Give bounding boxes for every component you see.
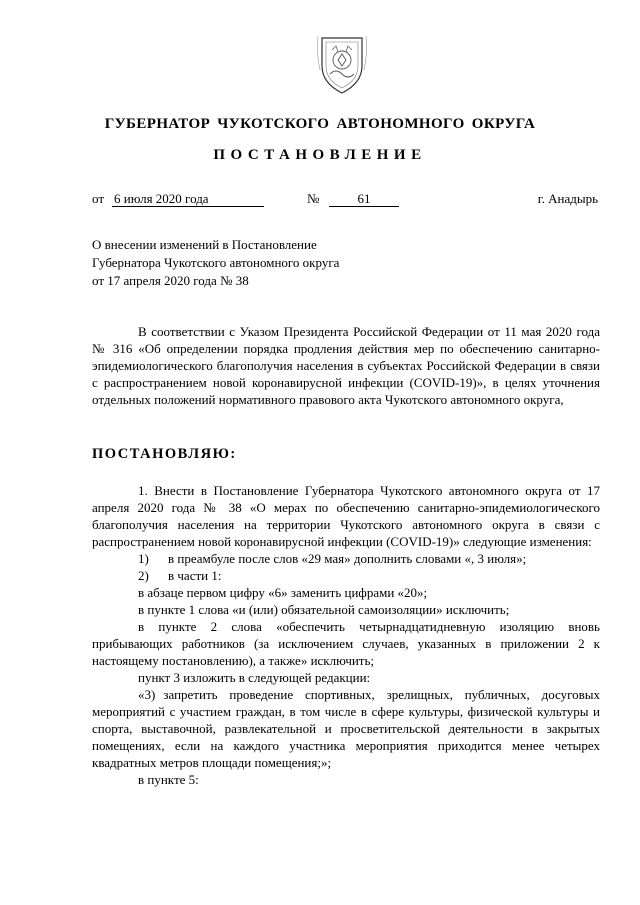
preamble: В соответствии с Указом Президента Российской Федерации от 11 мая 2020 года № 316 «Об определении порядка продления действия мер по обеспечению санитарно-эпидемиологического благополучия населения в субъектах Российской Федерации в связи с распространением новой коронавирусной инфекции (COVID-19)», в целях уточнения отдельных положений нормативного правового акта Чукотского автономного округа, xyxy=(92,324,600,407)
subpoint-2 xyxy=(92,567,600,584)
amendment-line: в пункте 1 слова «и (или) обязательной самоизоляции» исключить; xyxy=(138,602,510,617)
subject-line: Губернатора Чукотского автономного округа xyxy=(92,255,340,270)
document-place: г. Анадырь xyxy=(537,191,598,206)
amendment-line: пункт 3 изложить в следующей редакции: xyxy=(138,670,371,685)
decree-points xyxy=(92,482,600,788)
document-subject xyxy=(92,236,384,290)
subject-line: от 17 апреля 2020 года № 38 xyxy=(92,273,249,288)
document-meta xyxy=(92,191,598,209)
subpoint-text: в части 1: xyxy=(168,568,222,583)
subject-line: О внесении изменений в Постановление xyxy=(92,237,317,252)
issuing-authority: ГУБЕРНАТОР ЧУКОТСКОГО АВТОНОМНОГО ОКРУГА xyxy=(104,116,536,132)
document-number: 61 xyxy=(329,191,399,207)
subpoint-1 xyxy=(92,550,600,567)
emblem-icon xyxy=(308,30,376,98)
decree-word: ПОСТАНОВЛЯЮ: xyxy=(92,446,237,462)
subpoint-number: 2) xyxy=(138,568,149,583)
preamble-block xyxy=(92,323,600,408)
subpoint-number: 1) xyxy=(138,551,149,566)
amendment-line: в пункте 5: xyxy=(138,772,199,787)
quoted-clause-text: запретить проведение спортивных, зрелищных, публичных, досуговых мероприятий с участием граждан, в том числе в сфере культуры, физической культуры и спорта, выставочной, развлекательной и просветительской деятельности в закрытых помещениях, если на каждого участника мероприятия приходится менее четырех квадратных метров площади помещения;»; xyxy=(92,687,600,770)
subpoint-text: в преамбуле после слов «29 мая» дополнить словами «, 3 июля»; xyxy=(168,551,527,566)
amendment-line: в пункте 2 слова «обеспечить четырнадцатидневную изоляцию вновь прибывающих работников (за исключением случаев, указанных в приложении 2 к настоящему постановлению), а также» исключить; xyxy=(92,619,600,668)
point-1: 1. Внести в Постановление Губернатора Чукотского автономного округа от 17 апреля 2020 года № 38 «О мерах по обеспечению санитарно-эпидемиологического благополучия населения на территории Чукотского автономного округа в связи с распространением новой коронавирусной инфекции (COVID-19)» следующие изменения: xyxy=(92,483,600,549)
number-label: № xyxy=(307,191,320,206)
date-prefix: от xyxy=(92,191,105,206)
quoted-clause-number: «3) xyxy=(138,687,156,702)
amendment-line: в абзаце первом цифру «6» заменить цифрами «20»; xyxy=(138,585,428,600)
quoted-clause xyxy=(92,686,600,771)
document-date: 6 июля 2020 года xyxy=(112,191,264,207)
document-type: ПОСТАНОВЛЕНИЕ xyxy=(213,147,427,163)
